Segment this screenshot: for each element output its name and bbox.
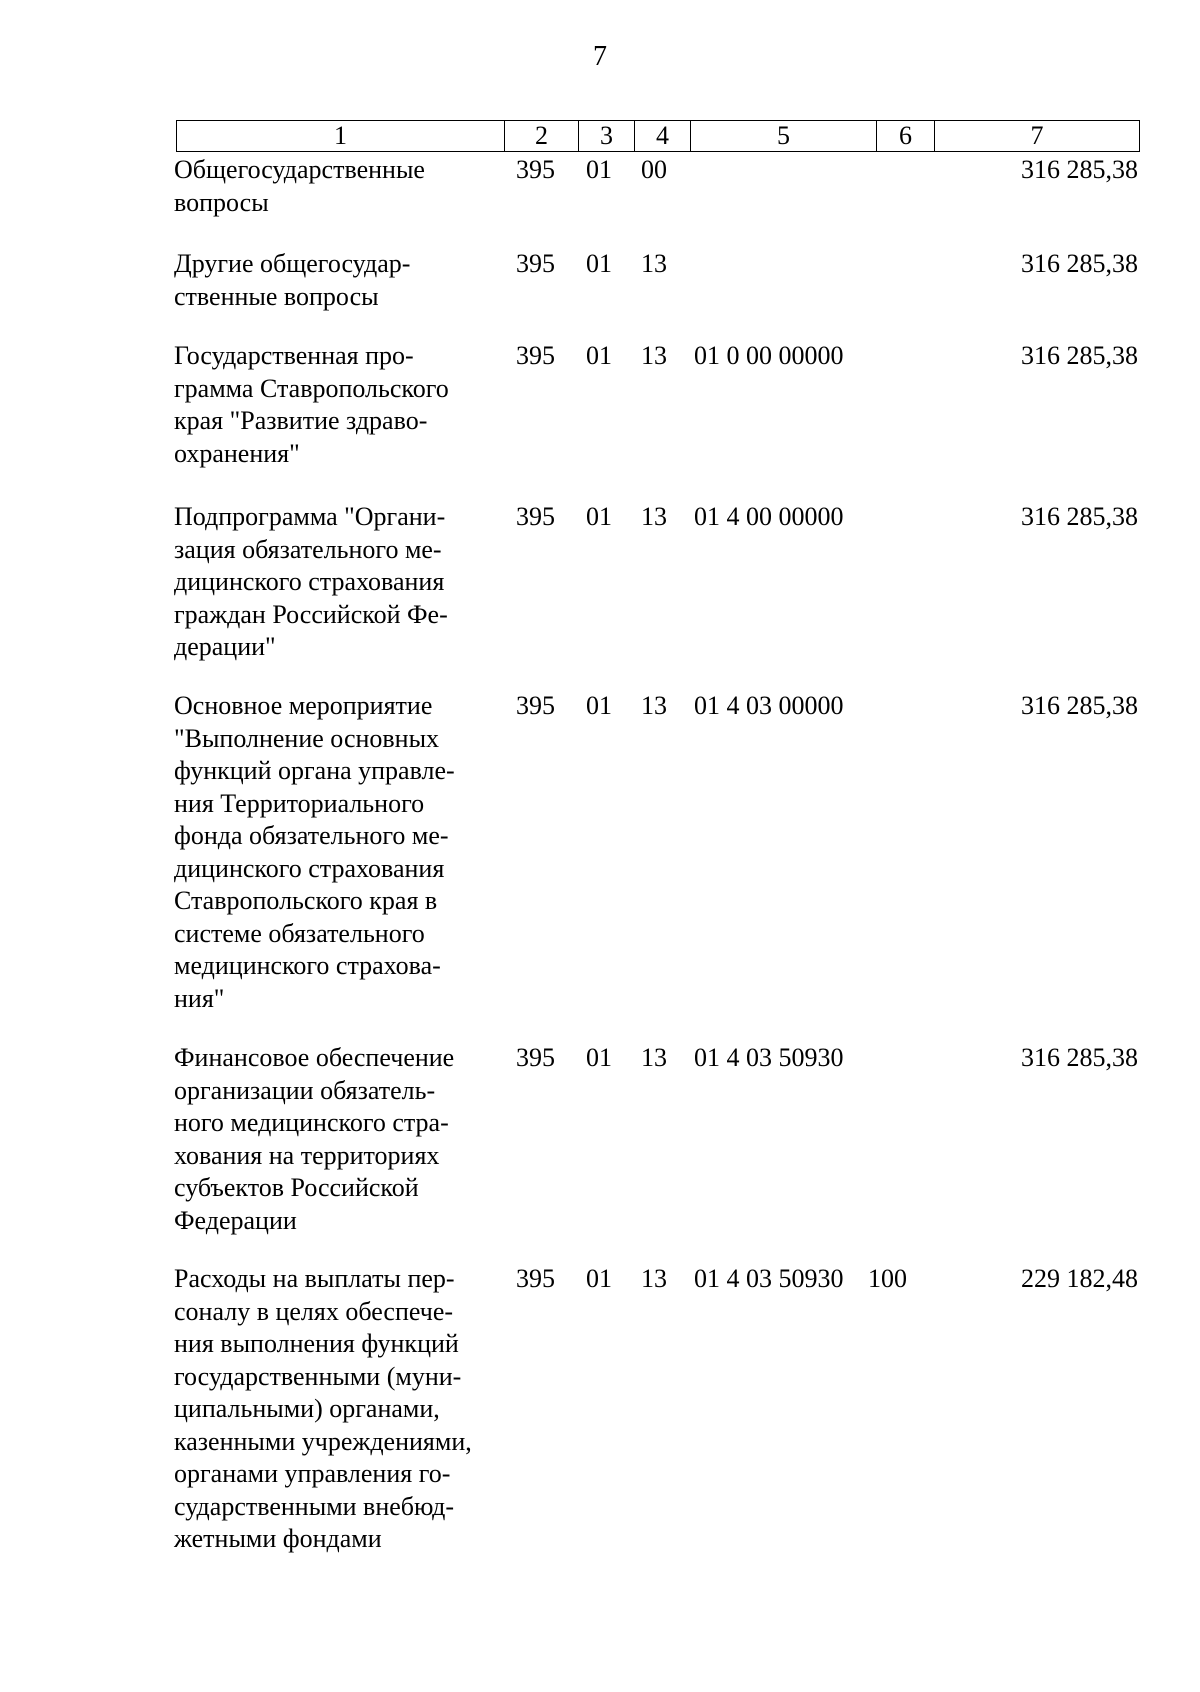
row-col-6: 100 [868,1264,907,1293]
row-name: Финансовое обеспечение организации обязатель- ного медицинского стра- хования на территориях субъектов Российской Федерации [174,1043,455,1235]
header-col-7: 7 [1030,121,1044,150]
row-col-7: 316 285,38 [1021,341,1138,370]
table-row [0,1263,1200,1563]
row-col-3: 01 [586,341,612,370]
page-number: 7 [593,41,607,72]
row-col-2: 395 [516,155,555,184]
row-col-3: 01 [586,691,612,720]
row-name: Государственная про- грамма Ставропольского края "Развитие здраво- охранения" [174,341,449,468]
row-name: Расходы на выплаты пер- соналу в целях обеспече- ния выполнения функций государственными (муни- ципальными) органами, казенными учреждениями, органами управления го- сударственными внебюд- жетными фондами [174,1264,472,1553]
row-col-4: 13 [641,502,667,531]
row-col-3: 01 [586,1043,612,1072]
row-col-4: 13 [641,249,667,278]
row-col-7: 229 182,48 [1021,1264,1138,1293]
table-row [0,154,1200,248]
row-col-5: 01 4 03 50930 [694,1043,844,1072]
row-name: Основное мероприятие "Выполнение основных функций органа управле- ния Территориального фонда обязательного ме- дицинского страхования Ставропольского края в системе обязательного медицинского страхова- ния" [174,691,455,1013]
row-col-7: 316 285,38 [1021,691,1138,720]
table-row [0,1042,1200,1263]
row-col-3: 01 [586,502,612,531]
table-row [0,501,1200,690]
header-col-1: 1 [177,121,505,151]
row-col-7: 316 285,38 [1021,155,1138,184]
header-col-2: 2 [505,121,579,151]
table-body [0,154,1200,1563]
row-col-4: 13 [641,1043,667,1072]
row-col-5: 01 4 03 00000 [694,691,844,720]
header-col-4: 4 [635,121,691,151]
row-col-5: 01 4 03 50930 [694,1264,844,1293]
row-col-2: 395 [516,691,555,720]
row-col-4: 13 [641,1264,667,1293]
table-row [0,248,1200,340]
row-col-7: 316 285,38 [1021,249,1138,278]
row-name: Общегосударственные вопросы [174,155,425,217]
row-col-7: 316 285,38 [1021,502,1138,531]
header-col-3: 3 [579,121,635,151]
row-col-7: 316 285,38 [1021,1043,1138,1072]
row-col-5: 01 4 00 00000 [694,502,844,531]
header-col-6: 6 [877,121,935,151]
row-col-4: 00 [641,155,667,184]
row-col-4: 13 [641,341,667,370]
row-name: Подпрограмма "Органи- зация обязательного ме- дицинского страхования граждан Российской Фе- дерации" [174,502,448,661]
row-col-5: 01 0 00 00000 [694,341,844,370]
table-header [176,120,1140,152]
header-col-5: 5 [691,121,877,151]
row-col-3: 01 [586,1264,612,1293]
row-col-3: 01 [586,155,612,184]
row-col-2: 395 [516,341,555,370]
row-col-3: 01 [586,249,612,278]
row-col-2: 395 [516,1043,555,1072]
table-row [0,690,1200,1042]
row-name: Другие общегосудар- ственные вопросы [174,249,411,311]
row-col-4: 13 [641,691,667,720]
row-col-2: 395 [516,1264,555,1293]
row-col-2: 395 [516,249,555,278]
row-col-2: 395 [516,502,555,531]
table-row [0,340,1200,501]
